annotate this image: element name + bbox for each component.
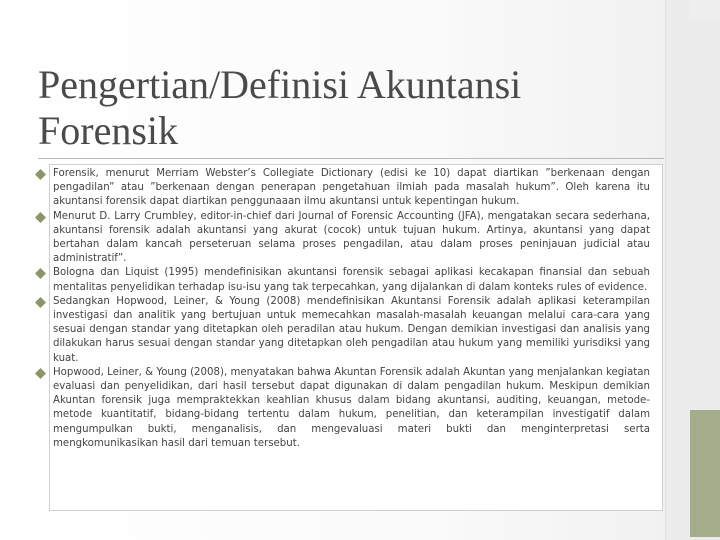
title-divider <box>38 158 664 159</box>
bullet-text: Forensik, menurut Merriam Webster’s Collegiate Dictionary (edisi ke 10) dapat diartikan ”berkenaan dengan pengadilan” atau ”berkenaan dengan penerapan pengetahuan ilmiah pada masalah hukum”. Oleh karena itu akuntansi forensik dapat diartikan penggunaaan ilmu akuntansi untuk kepentingan hukum. <box>53 168 650 208</box>
diamond-bullet-icon <box>35 212 46 223</box>
bullet-text: Sedangkan Hopwood, Leiner, & Young (2008) mendefinisikan Akuntansi Forensik adalah aplikasi keterampilan investigasi dan analitik yang bertujuan untuk memecahkan masalah-masalah keuangan melalui cara-cara yang sesuai dengan standar yang ditetapkan oleh peradilan atau hukum. Dengan demikian investigasi dan analisis yang dilakukan harus sesuai dengan standar yang ditetapkan oleh pengadilan atau hukum yang memiliki yurisdiksi yang kuat. <box>53 295 650 364</box>
diamond-bullet-icon <box>35 268 46 279</box>
bullet-list <box>34 167 650 451</box>
diamond-bullet-icon <box>35 368 46 379</box>
bullet-text: Menurut D. Larry Crumbley, editor-in-chief dari Journal of Forensic Accounting (JFA), mengatakan secara sederhana, akuntansi forensik adalah akuntansi yang akurat (cocok) untuk tujuan hukum. Artinya, akuntansi yang dapat bertahan dalam kancah perseteruan selama proses pengadilan, atau dalam proses peninjauan judicial atau administratif”. <box>53 210 650 265</box>
top-accent-bar <box>690 0 720 20</box>
bullet-item <box>34 366 650 451</box>
bullet-text: Bologna dan Liquist (1995) mendefinisikan akuntansi forensik sebagai aplikasi kecakapan finansial dan sebuah mentalitas penyelidikan terhadap isu-isu yang tak terpecahkan, yang dijalankan di dalam konteks rules of evidence. <box>53 267 650 293</box>
accent-bar <box>690 410 720 537</box>
diamond-bullet-icon <box>35 169 46 180</box>
slide-title: Pengertian/Definisi Akuntansi Forensik <box>38 62 522 153</box>
bullet-item <box>34 167 650 210</box>
bullet-item <box>34 266 650 294</box>
diamond-bullet-icon <box>35 297 46 308</box>
bullet-item <box>34 210 650 267</box>
bullet-item <box>34 295 650 366</box>
bullet-text: Hopwood, Leiner, & Young (2008), menyatakan bahwa Akuntan Forensik adalah Akuntan yang menjalankan kegiatan evaluasi dan penyelidikan, dari hasil tersebut dapat digunakan di dalam pengadilan hukum. Meskipun demikian Akuntan forensik juga mempraktekkan keahlian khusus dalam bidang akuntansi, auditing, keuangan, metode-metode kuantitatif, bidang-bidang tertentu dalam hukum, penelitian, dan keterampilan investigatif dalam mengumpulkan bukti, menganalisis, dan mengevaluasi materi bukti dan menginterpretasi serta mengkomunikasikan hasil dari temuan tersebut. <box>53 366 650 449</box>
